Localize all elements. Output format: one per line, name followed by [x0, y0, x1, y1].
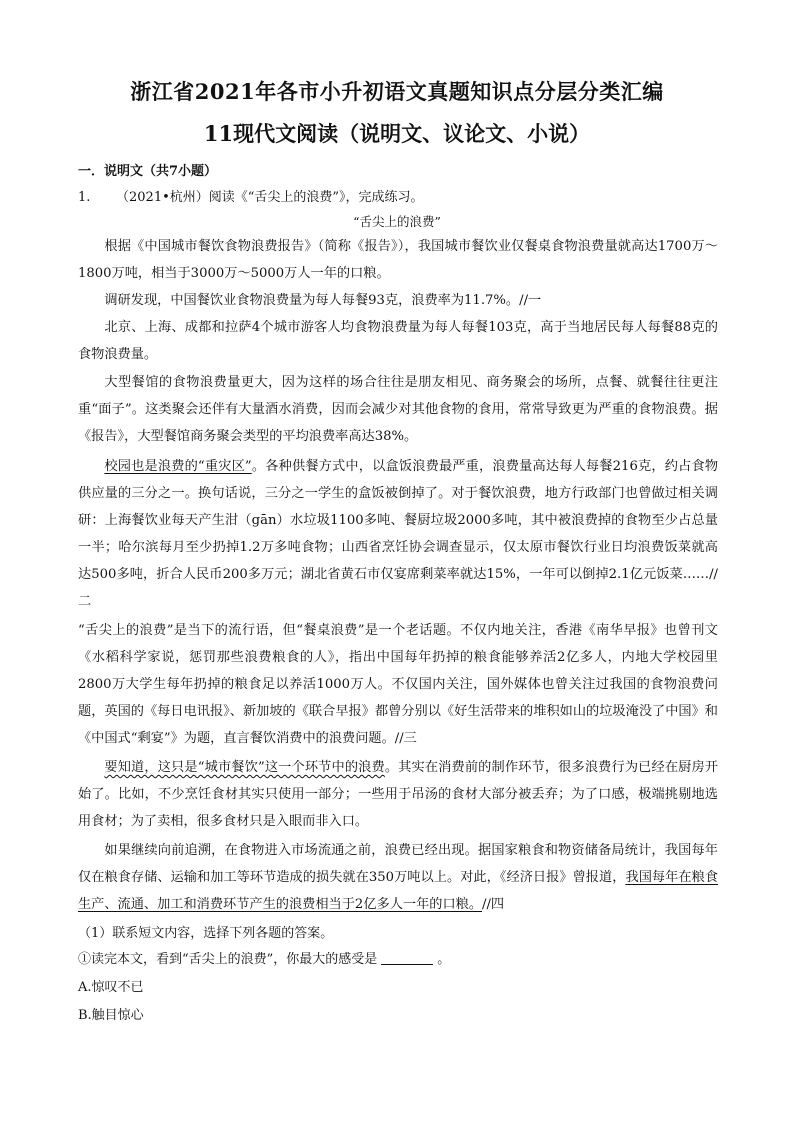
paragraph-7-text: 。其实在消费前的制作环节，很多浪费行为已经在厨房开始了。比如，不少烹饪食材其实只使用一部分；一些用于吊汤的食材大部分被丢弃；为了口感，极端挑剔地选用食材；为了卖相，很多食材只是入眼而非入口。	[78, 760, 719, 829]
question-prompt	[78, 186, 424, 205]
section-heading: 一．说明文（共7小题）	[78, 164, 218, 179]
document-subtitle: 11现代文阅读（说明文、议论文、小说）	[203, 121, 591, 146]
article-paragraph-4: 大型餐馆的食物浪费量更大，因为这样的场合往往是朋友相见、商务聚会的场所，点餐、就餐往往更注重“面子”。这类聚会还伴有大量酒水消费，因而会减少对其他食物的食用，常常导致更为严重的食物浪费。据《报告》，大型餐馆商务聚会类型的平均浪费率高达38%。	[78, 375, 718, 444]
article-paragraph-3: 北京、上海、成都和拉萨4个城市游客人均食物浪费量为每人每餐103克，高于当地居民每人每餐88克的食物浪费量。	[78, 320, 718, 362]
answer-blank[interactable]	[381, 952, 433, 965]
article-title: “舌尖上的浪费”	[353, 214, 441, 229]
article-paragraph-1: 根据《中国城市餐饮食物浪费报告》（简称《报告》），我国城市餐饮业仅餐桌食物浪费量就高达1700万～1800万吨，相当于3000万～5000万人一年的口粮。	[78, 239, 718, 281]
paragraph-8-tail: //四	[482, 897, 505, 912]
option-b[interactable]: B.触目惊心	[78, 1008, 144, 1023]
underlined-sentence: 校园也是浪费的“重灾区”	[104, 459, 252, 474]
question-number: 1.	[78, 190, 91, 205]
article-paragraph-2: 调研发现，中国餐饮业食物浪费量为每人每餐93克，浪费率为11.7%。//一	[104, 293, 542, 308]
subquestion-item-1	[78, 948, 450, 967]
item-1-text: ①读完本文，看到“舌尖上的浪费”，你最大的感受是	[78, 952, 378, 967]
paragraph-5-text: 。各种供餐方式中，以盒饭浪费最严重，浪费量高达每人每餐216克，约占食物供应量的三分之一。换句话说，三分之一学生的盒饭被倒掉了。对于餐饮浪费，地方行政部门也曾做过相关调研：上海餐饮业每天产生泔（gān）水垃圾1100多吨、餐厨垃圾2000多吨，其中被浪费掉的食物至少占总量一半；哈尔滨每月至少扔掉1.2万多吨食物；山西省烹饪协会调查显示，仅太原市餐饮行业日均浪费饭菜就高达500多吨，折合人民币200多万元；湖北省黄石市仅宴席剩菜率就达15%，一年可以倒掉2.1亿元饭菜……//二	[78, 459, 719, 609]
underlined-sentence-2: 我国每年在粮食生产、流通、加工和消费环节产生的浪费相当于2亿多人一年的口粮。	[78, 870, 719, 912]
article-paragraph-8	[78, 837, 718, 918]
question-text: （2021•杭州）阅读《“舌尖上的浪费”》，完成练习。	[116, 190, 424, 205]
article-paragraph-6: “舌尖上的浪费”是当下的流行语，但“餐桌浪费”是一个老话题。不仅内地关注，香港《南华早报》也曾刊文《水稻科学家说，惩罚那些浪费粮食的人》，指出中国每年扔掉的粮食能够养活2亿多人，内地大学校园里2800万大学生每年扔掉的粮食足以养活1000万人。不仅国内关注，国外媒体也曾关注过我国的食物浪费问题，英国的《每日电讯报》、新加坡的《联合早报》都曾分别以《好生活带来的堆积如山的垃圾淹没了中国》和《中国式“剩宴”》为题，直言餐饮消费中的浪费问题。//三	[78, 623, 718, 746]
wavy-underlined-sentence: 要知道，这只是“城市餐饮”这一个环节中的浪费	[104, 760, 385, 775]
option-a[interactable]: A.惊叹不已	[78, 980, 144, 995]
document-title: 浙江省2021年各市小升初语文真题知识点分层分类汇编	[130, 79, 664, 104]
article-paragraph-7	[78, 754, 718, 835]
subquestion-label: （1）联系短文内容，选择下列各题的答案。	[78, 926, 334, 941]
item-1-end: 。	[437, 952, 451, 967]
article-paragraph-5	[78, 453, 718, 615]
paragraph-8-text: 如果继续向前追溯，在食物进入市场流通之前，浪费已经出现。据国家粮食和物资储备局统计，我国每年仅在粮食存储、运输和加工等环节造成的损失就在350万吨以上。对此，《经济日报》曾报道，	[78, 843, 718, 885]
